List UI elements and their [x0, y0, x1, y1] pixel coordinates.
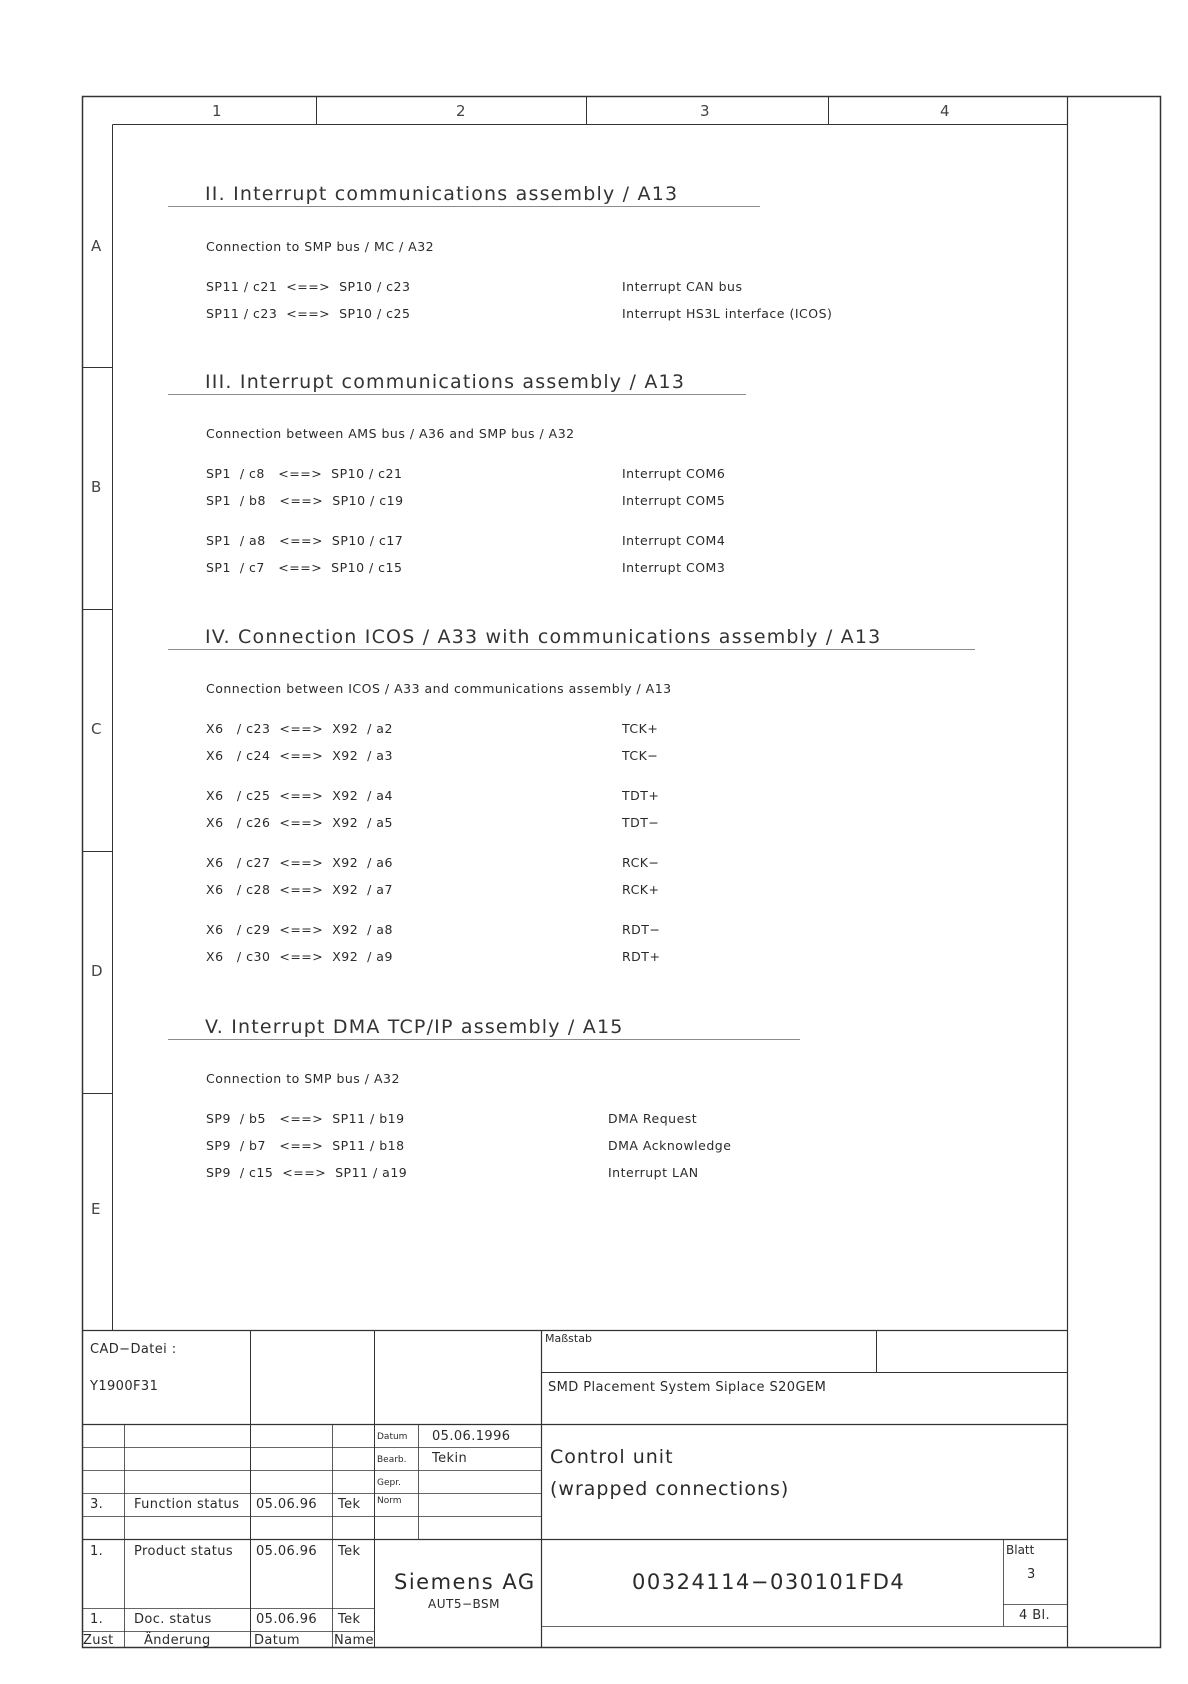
- connection-description: TDT−: [622, 815, 660, 830]
- drawn-by-value: Tekin: [432, 1451, 468, 1466]
- section-intro: Connection between AMS bus / A36 and SMP bus / A32: [206, 426, 575, 441]
- connection-description: DMA Acknowledge: [608, 1138, 732, 1153]
- connection-line: X6 / c27 <==> X92 / a6: [206, 855, 393, 870]
- checked-label: Gepr.: [377, 1478, 401, 1488]
- connection-description: Interrupt LAN: [608, 1165, 699, 1180]
- drawing-title: Control unit: [550, 1446, 674, 1468]
- grid-column-3: 3: [700, 102, 710, 120]
- column-header-name: Name: [334, 1633, 374, 1648]
- section-intro: Connection to SMP bus / A32: [206, 1071, 400, 1086]
- scale-label: Maßstab: [545, 1332, 592, 1345]
- connection-description: RCK−: [622, 855, 660, 870]
- revision-status: 3.: [90, 1497, 104, 1512]
- norm-label: Norm: [377, 1496, 402, 1506]
- product-name: SMD Placement System Siplace S20GEM: [548, 1380, 827, 1395]
- revision-name: Tek: [338, 1544, 361, 1559]
- section-title: III. Interrupt communications assembly / A13: [205, 371, 686, 393]
- revision-date: 05.06.96: [256, 1544, 318, 1559]
- section-intro: Connection between ICOS / A33 and communications assembly / A13: [206, 681, 672, 696]
- connection-description: TDT+: [622, 788, 660, 803]
- revision-name: Tek: [338, 1612, 361, 1627]
- connection-line: X6 / c24 <==> X92 / a3: [206, 748, 393, 763]
- grid-row-a: A: [91, 237, 102, 255]
- revision-text: Function status: [134, 1497, 240, 1512]
- connection-line: X6 / c28 <==> X92 / a7: [206, 882, 393, 897]
- grid-row-e: E: [91, 1200, 101, 1218]
- grid-column-2: 2: [456, 102, 466, 120]
- connection-line: SP1 / c8 <==> SP10 / c21: [206, 466, 403, 481]
- section-intro: Connection to SMP bus / MC / A32: [206, 239, 435, 254]
- connection-description: Interrupt COM3: [622, 560, 726, 575]
- connection-line: X6 / c30 <==> X92 / a9: [206, 949, 393, 964]
- revision-name: Tek: [338, 1497, 361, 1512]
- company-name: Siemens AG: [394, 1570, 536, 1594]
- connection-description: Interrupt COM4: [622, 533, 726, 548]
- connection-line: X6 / c26 <==> X92 / a5: [206, 815, 393, 830]
- connection-description: DMA Request: [608, 1111, 698, 1126]
- connection-line: X6 / c23 <==> X92 / a2: [206, 721, 393, 736]
- connection-line: X6 / c29 <==> X92 / a8: [206, 922, 393, 937]
- column-header-change: Änderung: [144, 1633, 211, 1648]
- column-header-zust: Zust: [83, 1633, 114, 1648]
- connection-description: TCK−: [622, 748, 659, 763]
- grid-row-c: C: [91, 720, 102, 738]
- cad-file-label: CAD−Datei :: [90, 1342, 177, 1357]
- connection-line: SP9 / c15 <==> SP11 / a19: [206, 1165, 408, 1180]
- date-label: Datum: [377, 1432, 408, 1442]
- cad-file-name: Y1900F31: [90, 1379, 159, 1394]
- department: AUT5−BSM: [428, 1597, 501, 1611]
- drawing-number: 00324114−030101FD4: [632, 1570, 906, 1594]
- revision-status: 1.: [90, 1612, 104, 1627]
- revision-date: 05.06.96: [256, 1497, 318, 1512]
- connection-description: RCK+: [622, 882, 660, 897]
- section-title: IV. Connection ICOS / A33 with communications assembly / A13: [205, 626, 882, 648]
- sheet-number: 3: [1027, 1567, 1036, 1582]
- grid-column-1: 1: [212, 102, 222, 120]
- connection-description: RDT−: [622, 922, 661, 937]
- connection-description: Interrupt COM6: [622, 466, 726, 481]
- drawn-by-label: Bearb.: [377, 1455, 407, 1465]
- grid-row-b: B: [91, 478, 102, 496]
- connection-line: SP1 / c7 <==> SP10 / c15: [206, 560, 403, 575]
- connection-line: X6 / c25 <==> X92 / a4: [206, 788, 393, 803]
- section-title: II. Interrupt communications assembly / A13: [205, 183, 679, 205]
- connection-line: SP1 / b8 <==> SP10 / c19: [206, 493, 404, 508]
- connection-description: Interrupt HS3L interface (ICOS): [622, 306, 833, 321]
- revision-date: 05.06.96: [256, 1612, 318, 1627]
- sheet-label: Blatt: [1006, 1543, 1035, 1557]
- drawing-subtitle: (wrapped connections): [550, 1478, 790, 1500]
- date-value: 05.06.1996: [432, 1429, 511, 1444]
- connection-line: SP11 / c23 <==> SP10 / c25: [206, 306, 411, 321]
- connection-description: RDT+: [622, 949, 661, 964]
- sheet-total: 4 Bl.: [1019, 1608, 1051, 1623]
- connection-line: SP9 / b5 <==> SP11 / b19: [206, 1111, 405, 1126]
- revision-text: Doc. status: [134, 1612, 212, 1627]
- revision-text: Product status: [134, 1544, 234, 1559]
- section-title: V. Interrupt DMA TCP/IP assembly / A15: [205, 1016, 624, 1038]
- connection-description: TCK+: [622, 721, 659, 736]
- grid-row-d: D: [91, 962, 103, 980]
- connection-description: Interrupt COM5: [622, 493, 726, 508]
- grid-column-4: 4: [940, 102, 950, 120]
- column-header-date: Datum: [254, 1633, 300, 1648]
- connection-line: SP1 / a8 <==> SP10 / c17: [206, 533, 404, 548]
- connection-line: SP11 / c21 <==> SP10 / c23: [206, 279, 411, 294]
- connection-line: SP9 / b7 <==> SP11 / b18: [206, 1138, 405, 1153]
- revision-status: 1.: [90, 1544, 104, 1559]
- connection-description: Interrupt CAN bus: [622, 279, 743, 294]
